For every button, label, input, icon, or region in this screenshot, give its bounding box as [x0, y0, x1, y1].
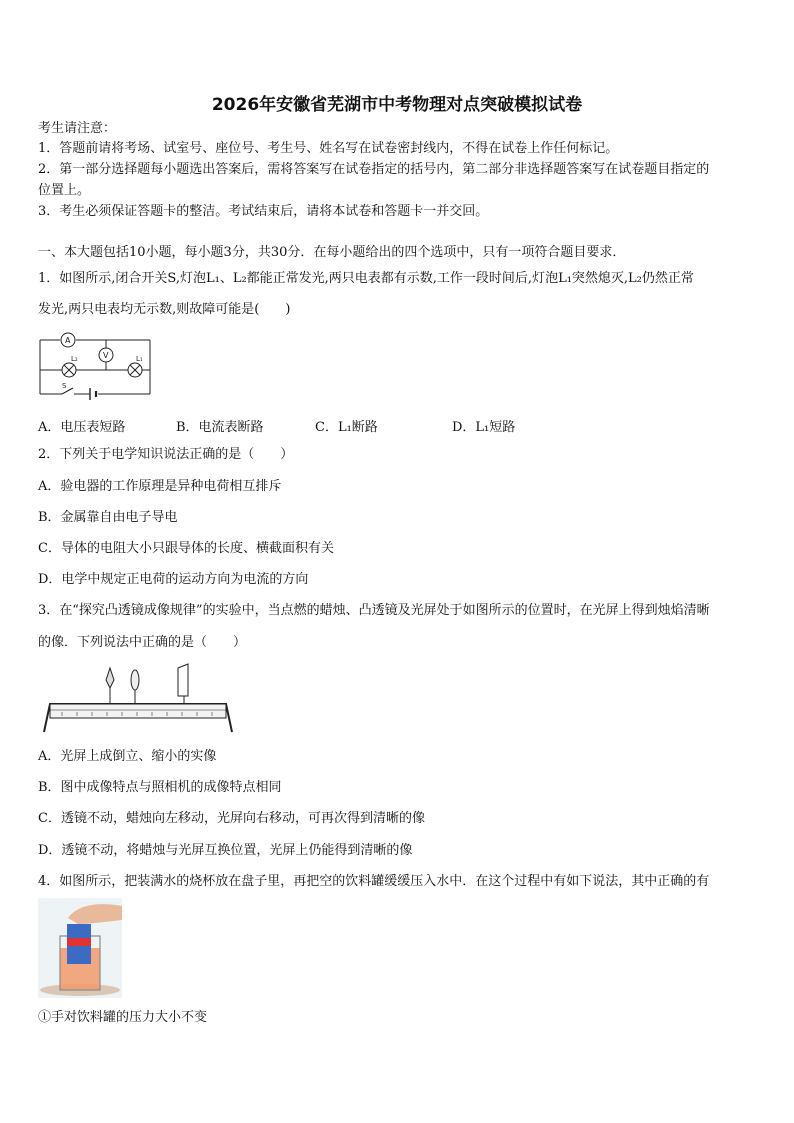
switch-label: S — [62, 382, 67, 390]
voltmeter-label: V — [103, 351, 109, 360]
light-screen-icon — [178, 664, 188, 696]
q4-beaker-photo — [38, 898, 122, 998]
notice-item-2: 2．第一部分选择题每小题选出答案后，需将答案写在试卷指定的括号内，第二部分非选择题答案写在试卷题目指定的 — [38, 162, 710, 177]
q3-option-c: C．透镜不动，蜡烛向左移动，光屏向右移动，可再次得到清晰的像 — [38, 811, 425, 826]
q3-option-a: A．光屏上成倒立、缩小的实像 — [38, 749, 217, 764]
q3-optical-bench-figure — [42, 660, 234, 736]
q1-option-d: D．L₁短路 — [452, 420, 516, 435]
convex-lens-icon — [131, 670, 139, 690]
q1-circuit-diagram — [38, 330, 153, 402]
candle-flame-icon — [106, 668, 114, 688]
q3-stem-line1: 3．在“探究凸透镜成像规律”的实验中，当点燃的蜡烛、凸透镜及光屏处于如图所示的位置时，在光屏上得到烛焰清晰 — [38, 603, 710, 618]
notice-item-2-cont: 位置上。 — [38, 183, 91, 198]
q2-option-a: A．验电器的工作原理是异种电荷相互排斥 — [38, 479, 282, 494]
q1-option-a: A．电压表短路 — [38, 420, 126, 435]
notice-heading: 考生请注意： — [38, 121, 117, 136]
q1-stem-line1: 1．如图所示,闭合开关S,灯泡L₁、L₂都能正常发光,两只电表都有示数,工作一段时间后,灯泡L₁突然熄灭,L₂仍然正常 — [38, 271, 694, 286]
q2-option-b: B．金属靠自由电子导电 — [38, 510, 178, 525]
page-title: 2026年安徽省芜湖市中考物理对点突破模拟试卷 — [211, 95, 583, 115]
q4-stem: 4．如图所示，把装满水的烧杯放在盘子里，再把空的饮料罐缓缓压入水中．在这个过程中有如下说法，其中正确的有 — [38, 874, 710, 889]
q2-stem: 2．下列关于电学知识说法正确的是（ ） — [38, 447, 294, 462]
q2-option-c: C．导体的电阻大小只跟导体的长度、横截面积有关 — [38, 541, 334, 556]
ammeter-label: A — [65, 336, 71, 345]
q3-option-b: B．图中成像特点与照相机的成像特点相同 — [38, 780, 282, 795]
q1-option-b: B．电流表断路 — [176, 420, 264, 435]
q1-stem-line2: 发光,两只电表均无示数,则故障可能是( ) — [38, 302, 291, 317]
q4-item-1: ①手对饮料罐的压力大小不变 — [38, 1010, 208, 1025]
q3-stem-line2: 的像．下列说法中正确的是（ ） — [38, 635, 247, 650]
q2-option-d: D．电学中规定正电荷的运动方向为电流的方向 — [38, 572, 309, 587]
notice-item-1: 1．答题前请将考场、试室号、座位号、考生号、姓名写在试卷密封线内，不得在试卷上作任何标记。 — [38, 141, 619, 156]
q1-option-c: C．L₁断路 — [315, 420, 378, 435]
section-heading: 一、本大题包括10小题，每小题3分，共30分．在每小题给出的四个选项中，只有一项符合题目要求． — [38, 245, 626, 260]
l1-label: L₁ — [136, 355, 143, 363]
notice-item-3: 3．考生必须保证答题卡的整洁。考试结束后，请将本试卷和答题卡一并交回。 — [38, 204, 489, 219]
q3-option-d: D．透镜不动，将蜡烛与光屏互换位置，光屏上仍能得到清晰的像 — [38, 843, 413, 858]
l2-label: L₂ — [71, 355, 78, 363]
